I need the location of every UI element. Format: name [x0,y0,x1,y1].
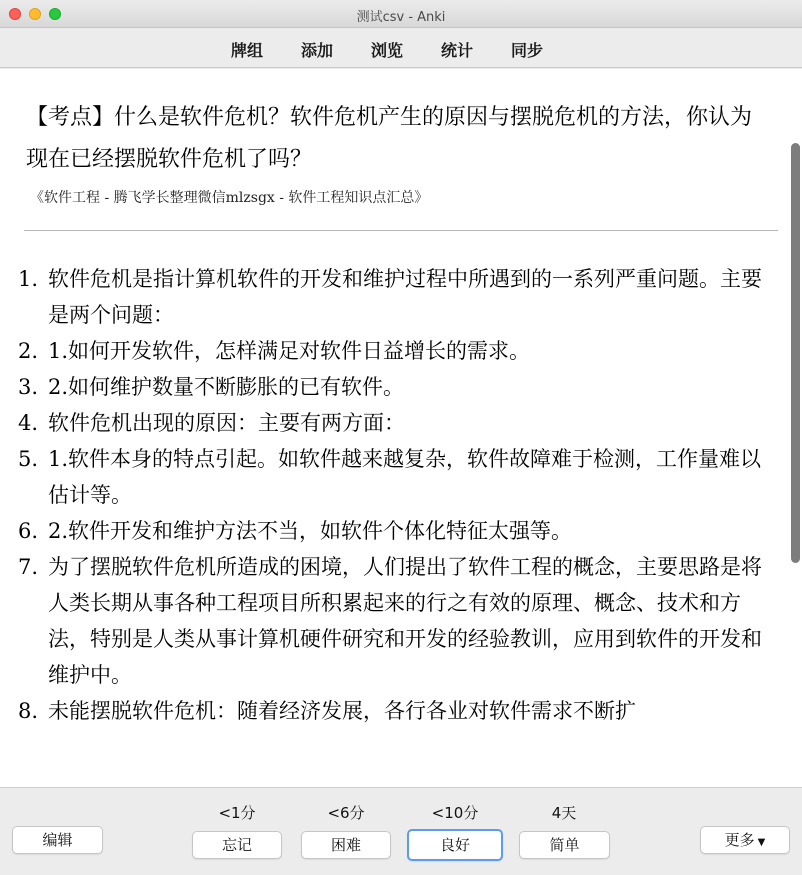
chevron-down-icon: ▼ [757,837,766,848]
menu-browse[interactable]: 浏览 [371,41,404,60]
menu-stats[interactable]: 统计 [441,41,474,60]
list-item [18,513,763,549]
interval-easy: 4天 [551,804,577,822]
list-number: 5. [18,447,39,471]
card-answer-list [18,261,763,729]
answer-bar [0,787,802,875]
list-item [18,333,763,369]
list-text: 未能摆脱软件危机：随着经济发展，各行各业对软件需求不断扩 [48,699,636,723]
list-text: 2.如何维护数量不断膨胀的已有软件。 [48,375,405,399]
card-view[interactable] [0,69,802,787]
menu-add[interactable]: 添加 [301,41,334,60]
list-text: 软件危机出现的原因：主要有两方面： [48,411,405,435]
list-number: 4. [18,411,39,435]
vertical-scrollbar[interactable] [791,143,800,563]
list-item [18,693,763,729]
list-item [18,549,763,693]
more-label: 更多 [724,831,755,849]
interval-again: <1分 [218,804,256,822]
menu-decks[interactable]: 牌组 [231,41,264,60]
window-title: 测试csv - Anki [356,10,446,25]
list-item [18,405,763,441]
more-button[interactable] [700,826,790,854]
list-number: 2. [18,339,39,363]
card-question: 【考点】什么是软件危机？软件危机产生的原因与摆脱危机的方法，你认为现在已经摆脱软件危机了吗？ [26,105,753,172]
edit-button[interactable]: 编辑 [12,826,103,854]
title-bar [0,0,802,28]
list-item [18,369,763,405]
list-number: 7. [18,555,39,579]
hard-button[interactable]: 困难 [301,831,391,859]
list-text: 软件危机是指计算机软件的开发和维护过程中所遇到的一系列严重问题。主要是两个问题： [48,267,762,327]
list-number: 1. [18,267,39,291]
list-text: 为了摆脱软件危机所造成的困境，人们提出了软件工程的概念，主要思路是将人类长期从事各种工程项目所积累起来的行之有效的原理、概念、技术和方法，特别是人类从事计算机硬件研究和开发的经验教训，应用到软件的开发和维护中。 [48,555,762,687]
answer-divider [24,230,778,231]
list-number: 6. [18,519,39,543]
menu-sync[interactable]: 同步 [511,41,544,60]
card-source: 《软件工程 - 腾飞学长整理微信mlzsgx - 软件工程知识点汇总》 [30,190,429,206]
list-number: 3. [18,375,39,399]
list-item [18,261,763,333]
list-text: 1.软件本身的特点引起。如软件越来越复杂，软件故障难于检测，工作量难以估计等。 [48,447,762,507]
list-text: 2.软件开发和维护方法不当，如软件个体化特征太强等。 [48,519,573,543]
list-item [18,441,763,513]
easy-button[interactable]: 简单 [519,831,610,859]
list-text: 1.如何开发软件，怎样满足对软件日益增长的需求。 [48,339,531,363]
interval-hard: <6分 [327,804,365,822]
list-number: 8. [18,699,39,723]
good-button[interactable]: 良好 [407,829,503,861]
interval-good: <10分 [431,804,479,822]
toolbar [0,28,802,68]
again-button[interactable]: 忘记 [192,831,282,859]
